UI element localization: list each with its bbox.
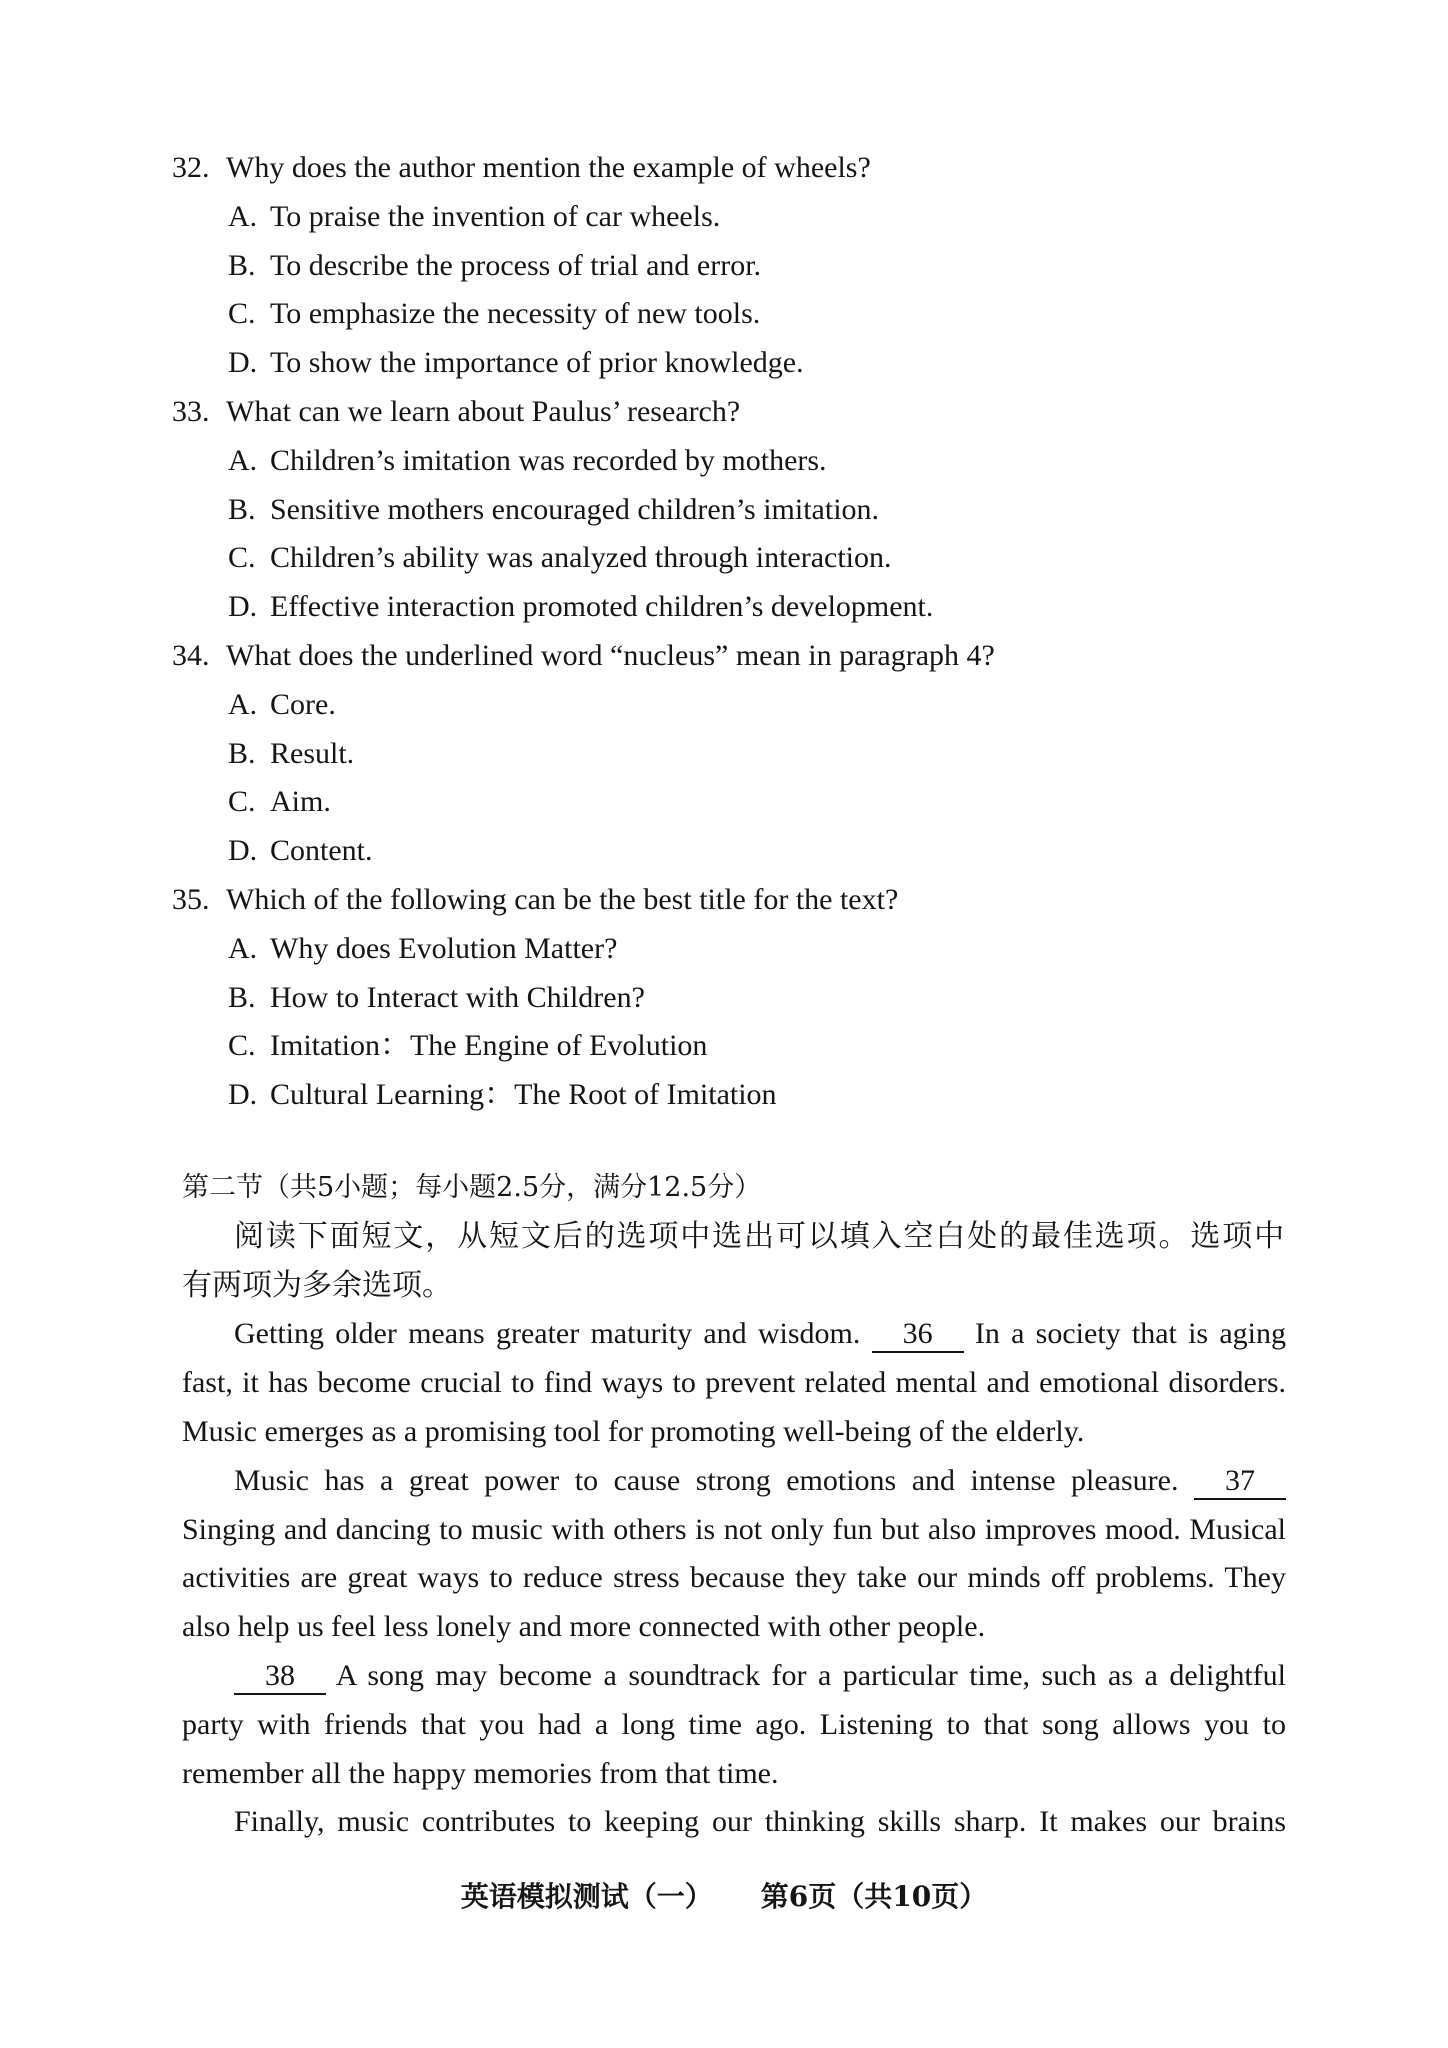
option-letter: C. [228, 785, 256, 819]
passage-line [234, 1310, 1286, 1359]
passage-line [182, 1750, 1286, 1799]
option-row [0, 290, 1448, 339]
question-number: 32. [172, 151, 210, 184]
question-stem: Which of the following can be the best title for the text? [226, 882, 899, 916]
option-row [0, 583, 1448, 632]
passage-row [0, 1701, 1448, 1750]
answer-blank-37: 37 [1194, 1464, 1286, 1500]
passage-line [182, 1408, 1286, 1457]
passage-line [182, 1603, 1286, 1652]
instructions-row [0, 1262, 1448, 1311]
option-letter: D. [228, 346, 258, 380]
passage-line-text: remember all the happy memories from that time. [182, 1756, 779, 1790]
passage-line [182, 1359, 1286, 1408]
section-heading: 第二节（共5小题；每小题2.5分，满分12.5分） [182, 1172, 762, 1203]
option-letter: D. [228, 590, 258, 624]
passage-line-text [234, 1310, 1286, 1359]
passage-line-text [234, 1457, 1286, 1506]
instructions-line [182, 1262, 1286, 1311]
option-text: To praise the invention of car wheels. [270, 199, 721, 233]
passage-line [182, 1554, 1286, 1603]
question-33-stem-row [0, 388, 1448, 437]
option-letter: D. [228, 1078, 258, 1112]
passage-line-text [234, 1652, 1286, 1701]
passage-line-text: Music emerges as a promising tool for promoting well-being of the elderly. [182, 1414, 1085, 1448]
instructions-line [234, 1213, 1286, 1262]
passage-row [0, 1310, 1448, 1359]
answer-blank-38: 38 [234, 1659, 326, 1695]
passage-line-text: also help us feel less lonely and more connected with other people. [182, 1610, 986, 1644]
instructions-text: 阅读下面短文，从短文后的选项中选出可以填入空白处的最佳选项。选项中 [234, 1218, 1286, 1254]
option-text: Content. [270, 834, 373, 868]
option-text: Children’s ability was analyzed through interaction. [270, 541, 892, 575]
passage-line-text: party with friends that you had a long time ago. Listening to that song allows you to [182, 1707, 1286, 1741]
question-35-stem-row [0, 876, 1448, 925]
option-text: Effective interaction promoted children’s development. [270, 590, 934, 624]
passage-line [182, 1701, 1286, 1750]
question-number: 33. [172, 394, 210, 428]
instructions-row [0, 1213, 1448, 1262]
option-text: Imitation：The Engine of Evolution [270, 1029, 708, 1063]
passage-line [234, 1652, 1286, 1701]
passage-line [234, 1798, 1286, 1847]
option-row [0, 730, 1448, 779]
option-row [0, 1071, 1448, 1120]
instructions-text: 有两项为多余选项。 [182, 1267, 452, 1303]
option-letter: B. [228, 248, 256, 282]
footer-title: 英语模拟测试（一） [460, 1880, 713, 1913]
passage-text: In a society that is aging [974, 1317, 1286, 1351]
passage-text: Music has a great power to cause strong emotions and intense pleasure. [234, 1463, 1179, 1497]
option-letter: A. [228, 931, 258, 965]
question-stem: What can we learn about Paulus’ research? [226, 394, 741, 428]
option-row [0, 339, 1448, 388]
passage-row [0, 1457, 1448, 1506]
option-text: Core. [270, 687, 336, 721]
option-row [0, 534, 1448, 583]
option-text: Children’s imitation was recorded by mothers. [270, 443, 827, 477]
option-row [0, 681, 1448, 730]
passage-text: Getting older means greater maturity and wisdom. [234, 1317, 861, 1351]
option-row [0, 242, 1448, 291]
option-letter: B. [228, 736, 256, 770]
passage-line-text: activities are great ways to reduce stress because they take our minds off problems. They [182, 1561, 1286, 1595]
section-two [0, 1164, 1448, 1847]
option-row [0, 437, 1448, 486]
passage-text: A song may become a soundtrack for a particular time, such as a delightful [335, 1658, 1286, 1692]
option-row [0, 486, 1448, 535]
passage-line-text: Singing and dancing to music with others is not only fun but also improves mood. Musical [182, 1512, 1286, 1546]
page-footer [0, 1873, 1448, 1921]
option-text: To emphasize the necessity of new tools. [270, 297, 761, 331]
option-text: Why does Evolution Matter? [270, 931, 618, 965]
question-34-stem-row [0, 632, 1448, 681]
passage-row [0, 1798, 1448, 1847]
option-letter: C. [228, 297, 256, 331]
option-letter: A. [228, 687, 258, 721]
passage-row [0, 1506, 1448, 1555]
option-row [0, 827, 1448, 876]
option-text: Cultural Learning：The Root of Imitation [270, 1078, 777, 1112]
question-number: 34. [172, 638, 210, 672]
passage-row [0, 1408, 1448, 1457]
option-letter: D. [228, 834, 258, 868]
footer-page-number: 第6页（共10页） [760, 1880, 988, 1913]
passage-line [182, 1506, 1286, 1555]
option-text: Sensitive mothers encouraged children’s imitation. [270, 492, 880, 526]
option-letter: B. [228, 980, 256, 1014]
option-text: Aim. [270, 785, 331, 819]
passage-line-text: fast, it has become crucial to find ways to prevent related mental and emotional disorders. [182, 1366, 1286, 1400]
answer-blank-36: 36 [872, 1317, 964, 1353]
passage-row [0, 1750, 1448, 1799]
question-stem: Why does the author mention the example of wheels? [226, 151, 871, 184]
question-32-stem-row [0, 144, 1448, 193]
option-letter: A. [228, 443, 258, 477]
option-letter: C. [228, 541, 256, 575]
option-text: To describe the process of trial and error. [270, 248, 762, 282]
passage-line-text: Finally, music contributes to keeping our thinking skills sharp. It makes our brains [234, 1805, 1286, 1839]
option-text: To show the importance of prior knowledge. [270, 346, 804, 380]
option-letter: C. [228, 1029, 256, 1063]
section-heading-row [0, 1164, 1448, 1213]
passage-row [0, 1554, 1448, 1603]
question-stem: What does the underlined word “nucleus” mean in paragraph 4? [226, 638, 995, 672]
option-row [0, 925, 1448, 974]
question-list [0, 144, 1448, 1120]
option-row [0, 778, 1448, 827]
passage-line [234, 1457, 1286, 1506]
option-text: Result. [270, 736, 355, 770]
passage-row [0, 1652, 1448, 1701]
option-row [0, 193, 1448, 242]
question-number: 35. [172, 882, 210, 916]
option-row [0, 1022, 1448, 1071]
option-row [0, 974, 1448, 1023]
passage-row [0, 1359, 1448, 1408]
passage-row [0, 1603, 1448, 1652]
option-text: How to Interact with Children? [270, 980, 645, 1014]
option-letter: B. [228, 492, 256, 526]
option-letter: A. [228, 199, 258, 233]
